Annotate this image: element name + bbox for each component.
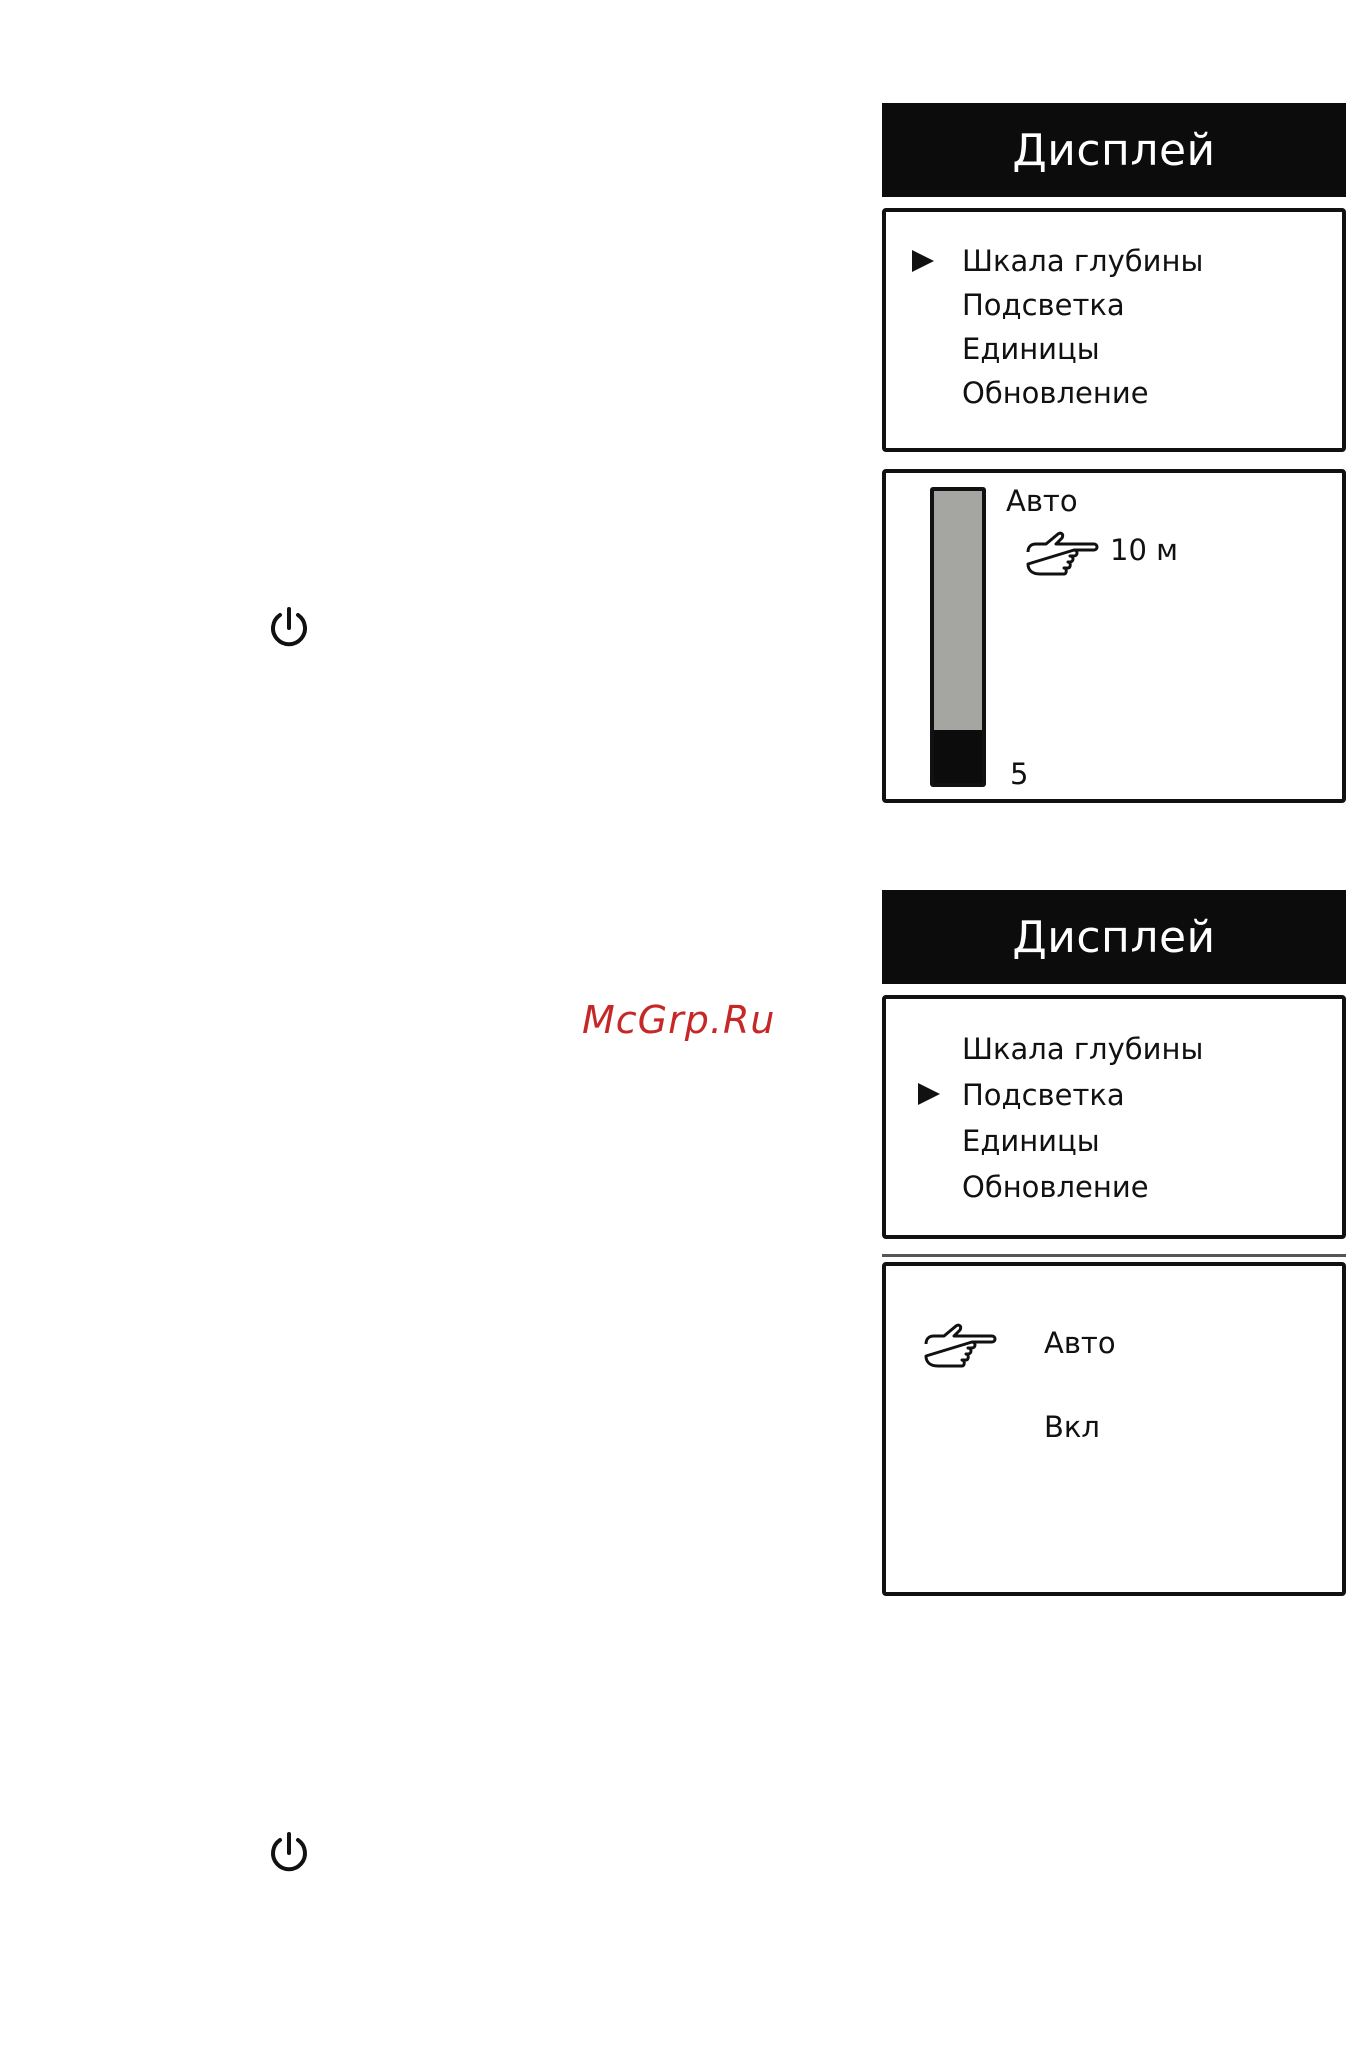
- screen-2-menu: [882, 995, 1346, 1239]
- selection-cursor-icon: [918, 1083, 940, 1105]
- selection-cursor-icon: [912, 250, 934, 272]
- menu-item-units[interactable]: Единицы: [962, 1124, 1100, 1158]
- pointing-hand-icon: [1024, 530, 1100, 582]
- option-on[interactable]: Вкл: [1044, 1410, 1100, 1444]
- power-icon: [266, 605, 312, 651]
- menu-item-depth-scale[interactable]: Шкала глубины: [962, 244, 1204, 278]
- depth-value-label: 10 м: [1110, 533, 1178, 567]
- menu-item-units[interactable]: Единицы: [962, 332, 1100, 366]
- menu-item-backlight[interactable]: Подсветка: [962, 1078, 1125, 1112]
- screen-2-title: Дисплей: [882, 890, 1346, 984]
- screen-1-menu: [882, 208, 1346, 452]
- pointing-hand-icon: [922, 1322, 998, 1374]
- option-auto[interactable]: Авто: [1044, 1326, 1116, 1360]
- power-icon: [266, 1830, 312, 1876]
- mode-label: Авто: [1006, 484, 1078, 518]
- menu-item-depth-scale[interactable]: Шкала глубины: [962, 1032, 1204, 1066]
- screen-1-title: Дисплей: [882, 103, 1346, 197]
- screen-1-detail: [882, 469, 1346, 803]
- scale-bottom-label: 5: [1010, 757, 1029, 791]
- watermark: McGrp.Ru: [582, 998, 776, 1042]
- depth-scale-fill: [934, 730, 982, 783]
- screen-2-detail: [882, 1262, 1346, 1596]
- menu-item-update[interactable]: Обновление: [962, 1170, 1149, 1204]
- menu-item-backlight[interactable]: Подсветка: [962, 288, 1125, 322]
- depth-scale-gauge: [930, 487, 986, 787]
- menu-item-update[interactable]: Обновление: [962, 376, 1149, 410]
- panel-divider: [882, 1254, 1346, 1257]
